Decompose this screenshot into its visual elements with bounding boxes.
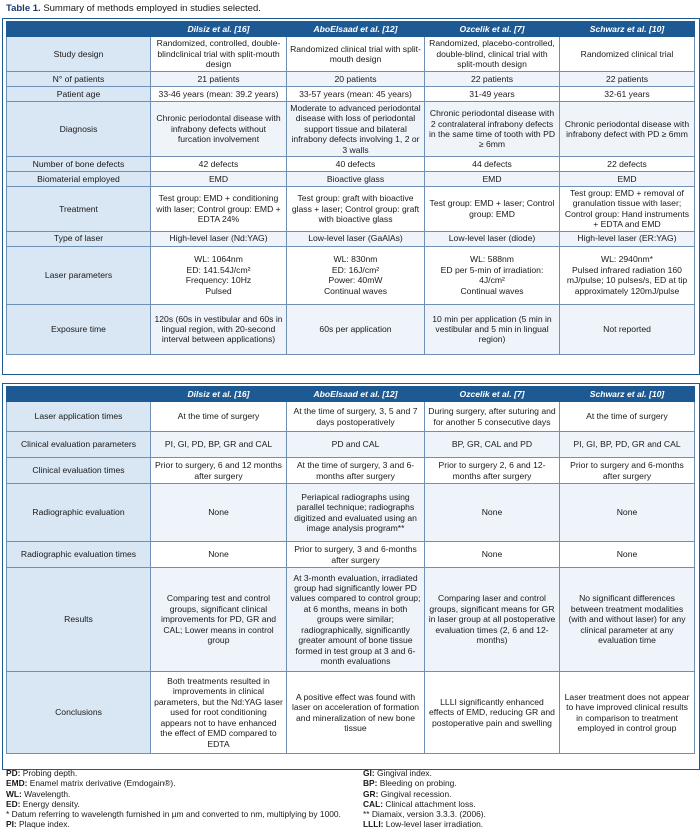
table-cell: LLLI significantly enhanced effects of EMD, reducing GR and postoperative pain and swelling: [425, 672, 560, 754]
table-cell: At the time of surgery, 3, 5 and 7 days postoperatively: [287, 402, 425, 432]
footnote: [363, 789, 693, 799]
table-cell: A positive effect was found with laser on acceleration of formation and mineralization of new bone tissue: [287, 672, 425, 754]
table-cell: High-level laser (Nd:YAG): [151, 231, 287, 246]
footnote: [363, 768, 693, 778]
row-label: Radiographic evaluation times: [7, 542, 151, 568]
table-cell: Test group: EMD + laser; Control group: EMD: [425, 187, 560, 232]
table-cell: Test group: EMD + removal of granulation tissue with laser; Control group: Hand instruments + EDTA and EMD: [560, 187, 695, 232]
footnote-abbr: GR:: [363, 788, 379, 799]
table-cell: Comparing laser and control groups, significant means for GR in laser group at all postoperative evaluation times (2, 6 and 12-months): [425, 568, 560, 672]
footnote-text: Enamel matrix derivative (Emdogain®).: [29, 778, 176, 789]
table-row: [7, 72, 695, 87]
footnote: [363, 778, 693, 788]
table-cell: Low-level laser (GaAlAs): [287, 231, 425, 246]
table-cell: WL: 588nm ED per 5-min of irradiation: 4J/cm² Continual waves: [425, 246, 560, 304]
row-label: Number of bone defects: [7, 157, 151, 172]
table-cell: 33-57 years (mean: 45 years): [287, 87, 425, 102]
footnote-text: Low-level laser irradiation.: [385, 819, 484, 830]
summary-table-part2: [6, 386, 695, 754]
table-cell: EMD: [151, 172, 287, 187]
row-label: Laser application times: [7, 402, 151, 432]
table-row: [7, 102, 695, 157]
table-cell: Randomized clinical trial with split-mouth design: [287, 37, 425, 72]
footnote-abbr: LLLI:: [363, 819, 384, 830]
header-aboelsaad: AboElsaad et al. [12]: [287, 22, 425, 37]
table-cell: Not reported: [560, 304, 695, 354]
header-blank: [7, 387, 151, 402]
table-cell: None: [151, 542, 287, 568]
table-cell: WL: 2940nm* Pulsed infrared radiation 160 mJ/pulse; 10 pulses/s, ED at tip approximately 120mJ/pulse: [560, 246, 695, 304]
table-cell: Prior to surgery, 3 and 6-months after surgery: [287, 542, 425, 568]
table-cell: None: [560, 484, 695, 542]
table-cell: 44 defects: [425, 157, 560, 172]
summary-table-part1: [6, 21, 695, 355]
table-cell: Moderate to advanced periodontal disease with loss of periodontal support tissue and bilateral infrabony defects involving 1, 2 or 3 walls: [287, 102, 425, 157]
table-cell: 22 patients: [560, 72, 695, 87]
table-cell: EMD: [425, 172, 560, 187]
table-cell: 21 patients: [151, 72, 287, 87]
header-dilsiz: Dilsiz et al. [16]: [151, 387, 287, 402]
table-cell: 120s (60s in vestibular and 60s in lingual region, with 20-second interval between applications): [151, 304, 287, 354]
table-row: [7, 542, 695, 568]
header-ozcelik: Ozcelik et al. [7]: [425, 387, 560, 402]
footnote-text: Bleeding on probing.: [379, 778, 457, 789]
table-cell: 60s per application: [287, 304, 425, 354]
table-cell: None: [425, 484, 560, 542]
footnote-text: Plaque index.: [19, 819, 70, 830]
header-schwarz: Schwarz et al. [10]: [560, 22, 695, 37]
table-cell: PI, GI, BP, PD, GR and CAL: [560, 432, 695, 458]
table-cell: Randomized, controlled, double-blindclinical trial with split-mouth design: [151, 37, 287, 72]
table-cell: PI, GI, PD, BP, GR and CAL: [151, 432, 287, 458]
row-label: Type of laser: [7, 231, 151, 246]
row-label: Diagnosis: [7, 102, 151, 157]
table-cell: WL: 1064nm ED: 141.54J/cm² Frequency: 10Hz Pulsed: [151, 246, 287, 304]
table-cell: During surgery, after suturing and for another 5 consecutive days: [425, 402, 560, 432]
header-schwarz: Schwarz et al. [10]: [560, 387, 695, 402]
table-cell: Prior to surgery 2, 6 and 12-months after surgery: [425, 458, 560, 484]
row-label: Clinical evaluation parameters: [7, 432, 151, 458]
footnote: [6, 778, 356, 788]
row-label: Exposure time: [7, 304, 151, 354]
footnote-abbr: PI:: [6, 819, 17, 830]
table2-body: [7, 402, 695, 754]
table-row: [7, 246, 695, 304]
table-cell: No significant differences between treatment modalities (with and without laser) for any clinical parameter at any evaluation time: [560, 568, 695, 672]
table-cell: Chronic periodontal disease with 2 contralateral infrabony defects in the same time of tooth with PD ≥ 6mm: [425, 102, 560, 157]
table-cell: None: [151, 484, 287, 542]
table-cell: Test group: EMD + conditioning with laser; Control group: EMD + EDTA 24%: [151, 187, 287, 232]
footnote-text: Gingival index.: [376, 768, 432, 778]
footnote-abbr: BP:: [363, 778, 378, 789]
table1-body: [7, 37, 695, 355]
table-cell: Comparing test and control groups, significant clinical improvements for PD, GR and CAL; Lower means in control group: [151, 568, 287, 672]
footnote-text: Wavelength.: [24, 788, 71, 799]
table-cell: Chronic periodontal disease with infrabony defect with PD ≥ 6mm: [560, 102, 695, 157]
table-row: [7, 484, 695, 542]
header-aboelsaad: AboElsaad et al. [12]: [287, 387, 425, 402]
table-cell: Test group: graft with bioactive glass + laser; Control group: graft with bioactive glass: [287, 187, 425, 232]
footnote-text: Clinical attachment loss.: [385, 798, 476, 809]
table-cell: 10 min per application (5 min in vestibular and 5 min in lingual region): [425, 304, 560, 354]
caption-label: Table 1.: [6, 3, 41, 14]
table-cell: At the time of surgery: [151, 402, 287, 432]
table-cell: Randomized clinical trial: [560, 37, 695, 72]
row-label: Treatment: [7, 187, 151, 232]
header-row: [7, 22, 695, 37]
footnote-text: Energy density.: [22, 798, 80, 809]
header-row: [7, 387, 695, 402]
table-row: [7, 87, 695, 102]
table-cell: 42 defects: [151, 157, 287, 172]
table-cell: 22 defects: [560, 157, 695, 172]
table-cell: 33-46 years (mean: 39.2 years): [151, 87, 287, 102]
table-cell: At 3-month evaluation, irradiated group had significantly lower PD values compared to control group; at 6 months, means in both groups were similar; radiographically, significantly greater amount of bone tissue formed in test group at 3 and 6-month evaluations: [287, 568, 425, 672]
table-row: [7, 672, 695, 754]
caption-text: Summary of methods employed in studies selected.: [43, 3, 261, 14]
header-dilsiz: Dilsiz et al. [16]: [151, 22, 287, 37]
footnotes-right: [363, 768, 693, 830]
row-label: Conclusions: [7, 672, 151, 754]
table-cell: Bioactive glass: [287, 172, 425, 187]
footnote-abbr: CAL:: [363, 798, 384, 809]
footnote: [6, 768, 356, 778]
table-row: [7, 402, 695, 432]
table-cell: None: [425, 542, 560, 568]
table-cell: Both treatments resulted in improvements in clinical parameters, but the Nd:YAG laser used for root conditioning appears not to have enhanced the effect of EMD compared to EDTA: [151, 672, 287, 754]
footnote-text: ** Diamaix, version 3.3.3. (2006).: [363, 809, 486, 820]
table-cell: Chronic periodontal disease with infrabony defects without furcation involvement: [151, 102, 287, 157]
footnote: [6, 819, 356, 829]
table-row: [7, 432, 695, 458]
footnote: [363, 809, 693, 819]
table-cell: Prior to surgery, 6 and 12 months after surgery: [151, 458, 287, 484]
table-row: [7, 157, 695, 172]
table-cell: Randomized, placebo-controlled, double-blind, clinical trial with split-mouth design: [425, 37, 560, 72]
header-blank: [7, 22, 151, 37]
footnote: [363, 819, 693, 829]
footnote-abbr: WL:: [6, 788, 22, 799]
row-label: Radiographic evaluation: [7, 484, 151, 542]
table-cell: BP, GR, CAL and PD: [425, 432, 560, 458]
table-caption: [6, 3, 261, 14]
footnotes-left: [6, 768, 356, 830]
table-row: [7, 568, 695, 672]
footnote: [6, 809, 356, 819]
table-cell: At the time of surgery: [560, 402, 695, 432]
table-cell: EMD: [560, 172, 695, 187]
table-row: [7, 304, 695, 354]
footnote: [363, 799, 693, 809]
footnote-text: Probing depth.: [22, 768, 78, 778]
row-label: Biomaterial employed: [7, 172, 151, 187]
table-row: [7, 231, 695, 246]
row-label: N° of patients: [7, 72, 151, 87]
table-row: [7, 37, 695, 72]
table-cell: High-level laser (ER:YAG): [560, 231, 695, 246]
footnote-abbr: ED:: [6, 798, 21, 809]
row-label: Laser parameters: [7, 246, 151, 304]
table-cell: Prior to surgery and 6-months after surgery: [560, 458, 695, 484]
row-label: Study design: [7, 37, 151, 72]
footnote: [6, 789, 356, 799]
row-label: Clinical evaluation times: [7, 458, 151, 484]
table-cell: WL: 830nm ED: 16J/cm² Power: 40mW Continual waves: [287, 246, 425, 304]
table-cell: None: [560, 542, 695, 568]
table-cell: Low-level laser (diode): [425, 231, 560, 246]
footnote: [6, 799, 356, 809]
table-cell: 40 defects: [287, 157, 425, 172]
row-label: Results: [7, 568, 151, 672]
table-cell: 20 patients: [287, 72, 425, 87]
table-cell: Laser treatment does not appear to have improved clinical results in comparison to treatment employed in control group: [560, 672, 695, 754]
footnote-abbr: PD:: [6, 768, 21, 778]
table-cell: At the time of surgery, 3 and 6-months after surgery: [287, 458, 425, 484]
footnote-abbr: GI:: [363, 768, 375, 778]
footnote-text: * Datum referring to wavelength furnished in µm and converted to nm, multiplying by 1000.: [6, 809, 341, 820]
header-ozcelik: Ozcelik et al. [7]: [425, 22, 560, 37]
table-cell: 22 patients: [425, 72, 560, 87]
table-row: [7, 187, 695, 232]
table-cell: Periapical radiographs using parallel technique; radiographs digitized and evaluated using an image analysis program**: [287, 484, 425, 542]
table-cell: 31-49 years: [425, 87, 560, 102]
footnote-text: Gingival recession.: [380, 788, 452, 799]
table-row: [7, 172, 695, 187]
table-cell: PD and CAL: [287, 432, 425, 458]
table-cell: 32-61 years: [560, 87, 695, 102]
table-row: [7, 458, 695, 484]
footnote-abbr: EMD:: [6, 778, 28, 789]
row-label: Patient age: [7, 87, 151, 102]
